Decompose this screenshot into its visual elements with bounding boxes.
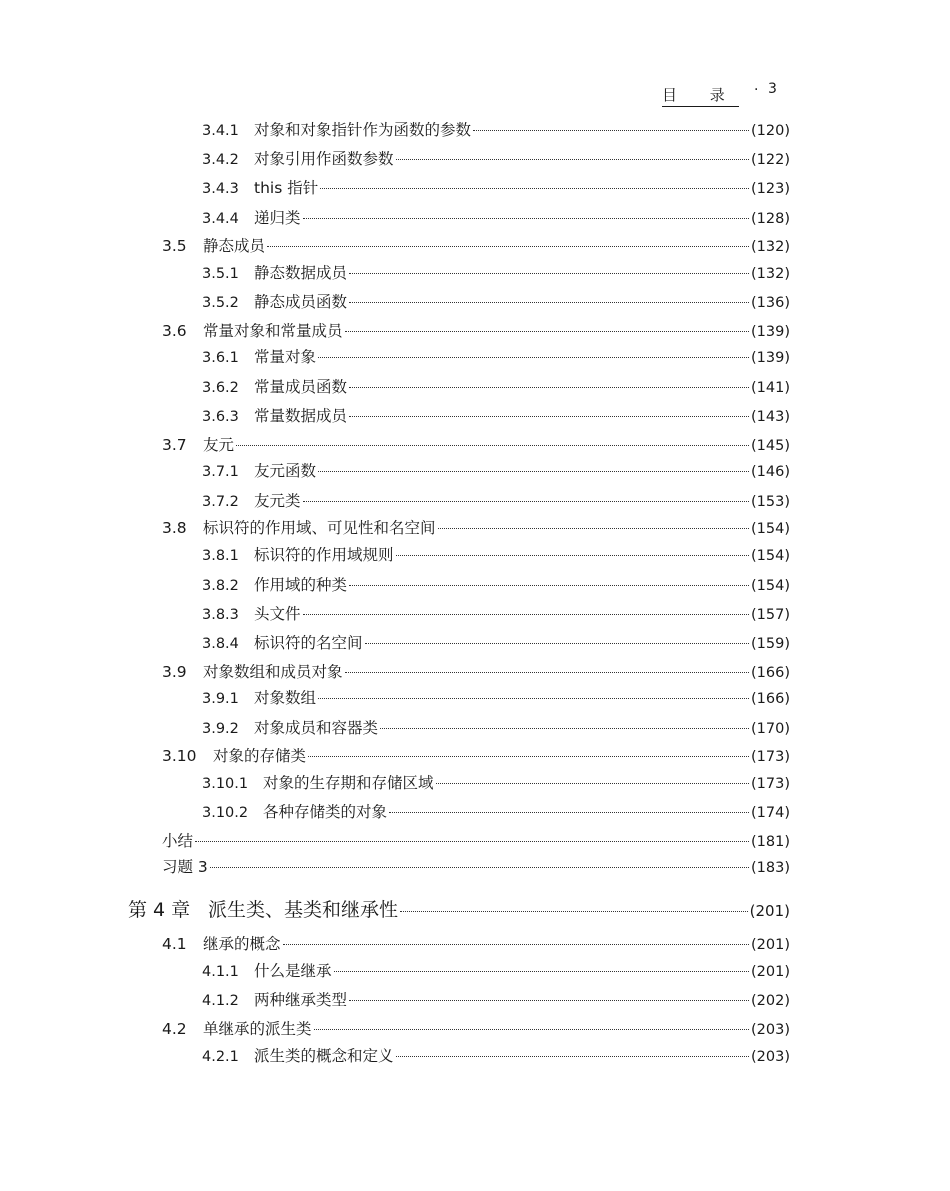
toc-entry-page: (159): [751, 636, 790, 652]
toc-entry-title: 对象的生存期和存储区域: [263, 774, 434, 792]
toc-entry: [0, 801, 790, 824]
toc-entry: [0, 989, 790, 1012]
toc-entry-title: 标识符的作用域规则: [254, 546, 394, 564]
toc-entry-page: (173): [751, 749, 790, 765]
toc-dot-leader: [396, 1056, 749, 1057]
toc-entry-page: (122): [751, 152, 790, 168]
toc-entry-number: 4.2.1: [202, 1049, 239, 1065]
toc-entry-title: 小结: [162, 832, 194, 850]
toc-dot-leader: [236, 445, 749, 446]
toc-entry-number: 3.8: [162, 519, 187, 537]
toc-entry-title: 常量对象和常量成员: [203, 322, 343, 340]
toc-entry-title: 对象成员和容器类: [254, 719, 379, 737]
running-head-separator: ·: [754, 82, 759, 98]
toc-entry-number: 3.5.1: [202, 266, 239, 282]
toc-entry-page: (201): [751, 937, 790, 953]
toc-entry-number: 3.4.4: [202, 211, 239, 227]
toc-entry-page: (166): [751, 665, 790, 681]
toc-entry-title: 对象数组和成员对象: [203, 663, 343, 681]
toc-entry-title: 友元类: [254, 492, 301, 510]
toc-entry-page: (157): [751, 607, 790, 623]
toc-entry-title: 静态成员: [203, 237, 266, 255]
toc-entry-number: 3.7.2: [202, 494, 239, 510]
toc-entry: [0, 291, 790, 314]
toc-entry-page: (203): [751, 1049, 790, 1065]
toc-dot-leader: [349, 585, 749, 586]
toc-entry: [0, 235, 790, 258]
toc-entry-title: 对象和对象指针作为函数的参数: [254, 121, 472, 139]
toc-entry-number: 3.8.2: [202, 578, 239, 594]
toc-entry-title: this 指针: [254, 179, 319, 197]
toc-entry-page: (145): [751, 438, 790, 454]
toc-entry-number: 4.1.2: [202, 993, 239, 1009]
toc-entry-page: (181): [751, 834, 790, 850]
toc-entry: [0, 717, 790, 740]
toc-dot-leader: [195, 841, 749, 842]
toc-entry-number: 3.9: [162, 663, 187, 681]
toc-entry-number: 3.10.2: [202, 805, 249, 821]
toc-entry-number: 3.9.1: [202, 691, 239, 707]
toc-entry-page: (153): [751, 494, 790, 510]
toc-entry-number: 3.10: [162, 747, 197, 765]
toc-entry-page: (136): [751, 295, 790, 311]
toc-entry: [0, 320, 790, 343]
toc-dot-leader: [349, 302, 749, 303]
toc-entry-page: (202): [751, 993, 790, 1009]
toc-entry-title: 派生类、基类和继承性: [208, 899, 399, 921]
toc-dot-leader: [318, 698, 749, 699]
toc-entry-title: 标识符的作用域、可见性和名空间: [203, 519, 436, 537]
toc-entry-number: 3.6: [162, 322, 187, 340]
toc-dot-leader: [334, 971, 749, 972]
toc-entry-title: 对象数组: [254, 689, 317, 707]
toc-entry-title: 对象引用作函数参数: [254, 150, 394, 168]
toc-entry-title: 各种存储类的对象: [263, 803, 388, 821]
toc-entry: [0, 148, 790, 171]
toc-entry-number: 4.1.1: [202, 964, 239, 980]
toc-dot-leader: [436, 783, 749, 784]
toc-entry: [0, 434, 790, 457]
toc-entry: [0, 574, 790, 597]
toc-entry-number: 3.6.2: [202, 380, 239, 396]
toc-entry-title: 常量对象: [254, 348, 317, 366]
toc-entry-title: 作用域的种类: [254, 576, 348, 594]
toc-entry-number: 3.5: [162, 237, 187, 255]
toc-entry-title: 递归类: [254, 209, 301, 227]
toc-entry-page: (154): [751, 578, 790, 594]
toc-dot-leader: [314, 1029, 749, 1030]
toc-dot-leader: [308, 756, 749, 757]
toc-entry: [0, 933, 790, 956]
toc-entry-page: (120): [751, 123, 790, 139]
toc-entry-number: 3.8.4: [202, 636, 239, 652]
toc-entry: [0, 544, 790, 567]
toc-entry: [0, 960, 790, 983]
toc-entry-number: 4.1: [162, 935, 187, 953]
toc-entry: [0, 405, 790, 428]
toc-entry-page: (123): [751, 181, 790, 197]
running-head-title: 目 录: [662, 84, 739, 107]
toc-dot-leader: [349, 387, 749, 388]
toc-entry-number: 3.4.3: [202, 181, 239, 197]
toc-entry-title: 友元: [203, 436, 235, 454]
toc-dot-leader: [303, 501, 749, 502]
toc-entry: [0, 376, 790, 399]
toc-dot-leader: [400, 911, 748, 912]
toc-dot-leader: [283, 944, 749, 945]
toc-entry-title: 派生类的概念和定义: [254, 1047, 394, 1065]
toc-entry-title: 静态成员函数: [254, 293, 348, 311]
toc-dot-leader: [267, 246, 749, 247]
toc-dot-leader: [438, 528, 749, 529]
toc-entry: [0, 207, 790, 230]
toc-entry-number: 第 4 章: [128, 899, 191, 921]
toc-dot-leader: [349, 1000, 749, 1001]
toc-dot-leader: [396, 555, 749, 556]
toc-dot-leader: [389, 812, 749, 813]
toc-dot-leader: [318, 471, 749, 472]
toc-entry: [0, 830, 790, 853]
toc-dot-leader: [349, 273, 749, 274]
toc-entry-page: (146): [751, 464, 790, 480]
toc-entry-page: (141): [751, 380, 790, 396]
toc-dot-leader: [396, 159, 749, 160]
toc-entry-page: (154): [751, 548, 790, 564]
toc-entry-number: 3.5.2: [202, 295, 239, 311]
toc-dot-leader: [303, 218, 749, 219]
toc-entry: [0, 346, 790, 369]
toc-entry-page: (128): [751, 211, 790, 227]
toc-entry-page: (132): [751, 239, 790, 255]
toc-entry-page: (143): [751, 409, 790, 425]
running-head-page-number: 3: [768, 81, 777, 97]
toc-dot-leader: [349, 416, 749, 417]
toc-dot-leader: [345, 672, 749, 673]
toc-entry-title: 什么是继承: [254, 962, 332, 980]
toc-dot-leader: [210, 867, 749, 868]
toc-dot-leader: [318, 357, 749, 358]
toc-entry-title: 静态数据成员: [254, 264, 348, 282]
toc-entry-number: 3.7: [162, 436, 187, 454]
toc-dot-leader: [365, 643, 749, 644]
toc-entry: [0, 119, 790, 142]
toc-entry: [0, 517, 790, 540]
toc-entry: [0, 661, 790, 684]
toc-entry-number: 3.8.1: [202, 548, 239, 564]
toc-entry-title: 头文件: [254, 605, 301, 623]
toc-entry-title: 对象的存储类: [213, 747, 307, 765]
toc-entry-page: (154): [751, 521, 790, 537]
toc-entry-page: (203): [751, 1022, 790, 1038]
toc-entry-page: (139): [751, 350, 790, 366]
toc-entry: [0, 897, 790, 924]
toc-entry-number: 4.2: [162, 1020, 187, 1038]
toc-entry-page: (173): [751, 776, 790, 792]
toc-entry-number: 3.4.2: [202, 152, 239, 168]
toc-entry-page: (201): [749, 902, 790, 920]
toc-entry-title: 友元函数: [254, 462, 317, 480]
toc-dot-leader: [380, 728, 749, 729]
toc-dot-leader: [473, 130, 749, 131]
toc-entry-page: (132): [751, 266, 790, 282]
toc-entry-title: 常量数据成员: [254, 407, 348, 425]
toc-dot-leader: [320, 188, 749, 189]
toc-dot-leader: [345, 331, 749, 332]
toc-entry-title: 单继承的派生类: [203, 1020, 312, 1038]
toc-entry-title: 标识符的名空间: [254, 634, 363, 652]
toc-entry-page: (201): [751, 964, 790, 980]
toc-entry-title: 常量成员函数: [254, 378, 348, 396]
toc-entry: [0, 632, 790, 655]
toc-entry-page: (174): [751, 805, 790, 821]
toc-entry: [0, 603, 790, 626]
toc-entry-number: 3.9.2: [202, 721, 239, 737]
toc-entry: [0, 745, 790, 768]
toc-entry: [0, 490, 790, 513]
toc-entry: [0, 460, 790, 483]
toc-entry-number: 3.10.1: [202, 776, 249, 792]
toc-entry-page: (170): [751, 721, 790, 737]
toc-entry-page: (166): [751, 691, 790, 707]
toc-entry-number: 3.6.1: [202, 350, 239, 366]
toc-entry-title: 两种继承类型: [254, 991, 348, 1009]
toc-entry-number: 3.6.3: [202, 409, 239, 425]
toc-entry: [0, 1045, 790, 1068]
toc-dot-leader: [303, 614, 749, 615]
toc-entry: [0, 687, 790, 710]
toc-entry-number: 3.7.1: [202, 464, 239, 480]
toc-entry-title: 继承的概念: [203, 935, 281, 953]
toc-entry: [0, 772, 790, 795]
toc-entry: [0, 856, 790, 879]
toc-entry-page: (183): [751, 860, 790, 876]
toc-entry-number: 3.8.3: [202, 607, 239, 623]
toc-entry-number: 3.4.1: [202, 123, 239, 139]
toc-entry: [0, 1018, 790, 1041]
toc-entry-page: (139): [751, 324, 790, 340]
toc-entry: [0, 177, 790, 200]
toc-entry-title: 习题 3: [162, 858, 208, 876]
toc-entry: [0, 262, 790, 285]
